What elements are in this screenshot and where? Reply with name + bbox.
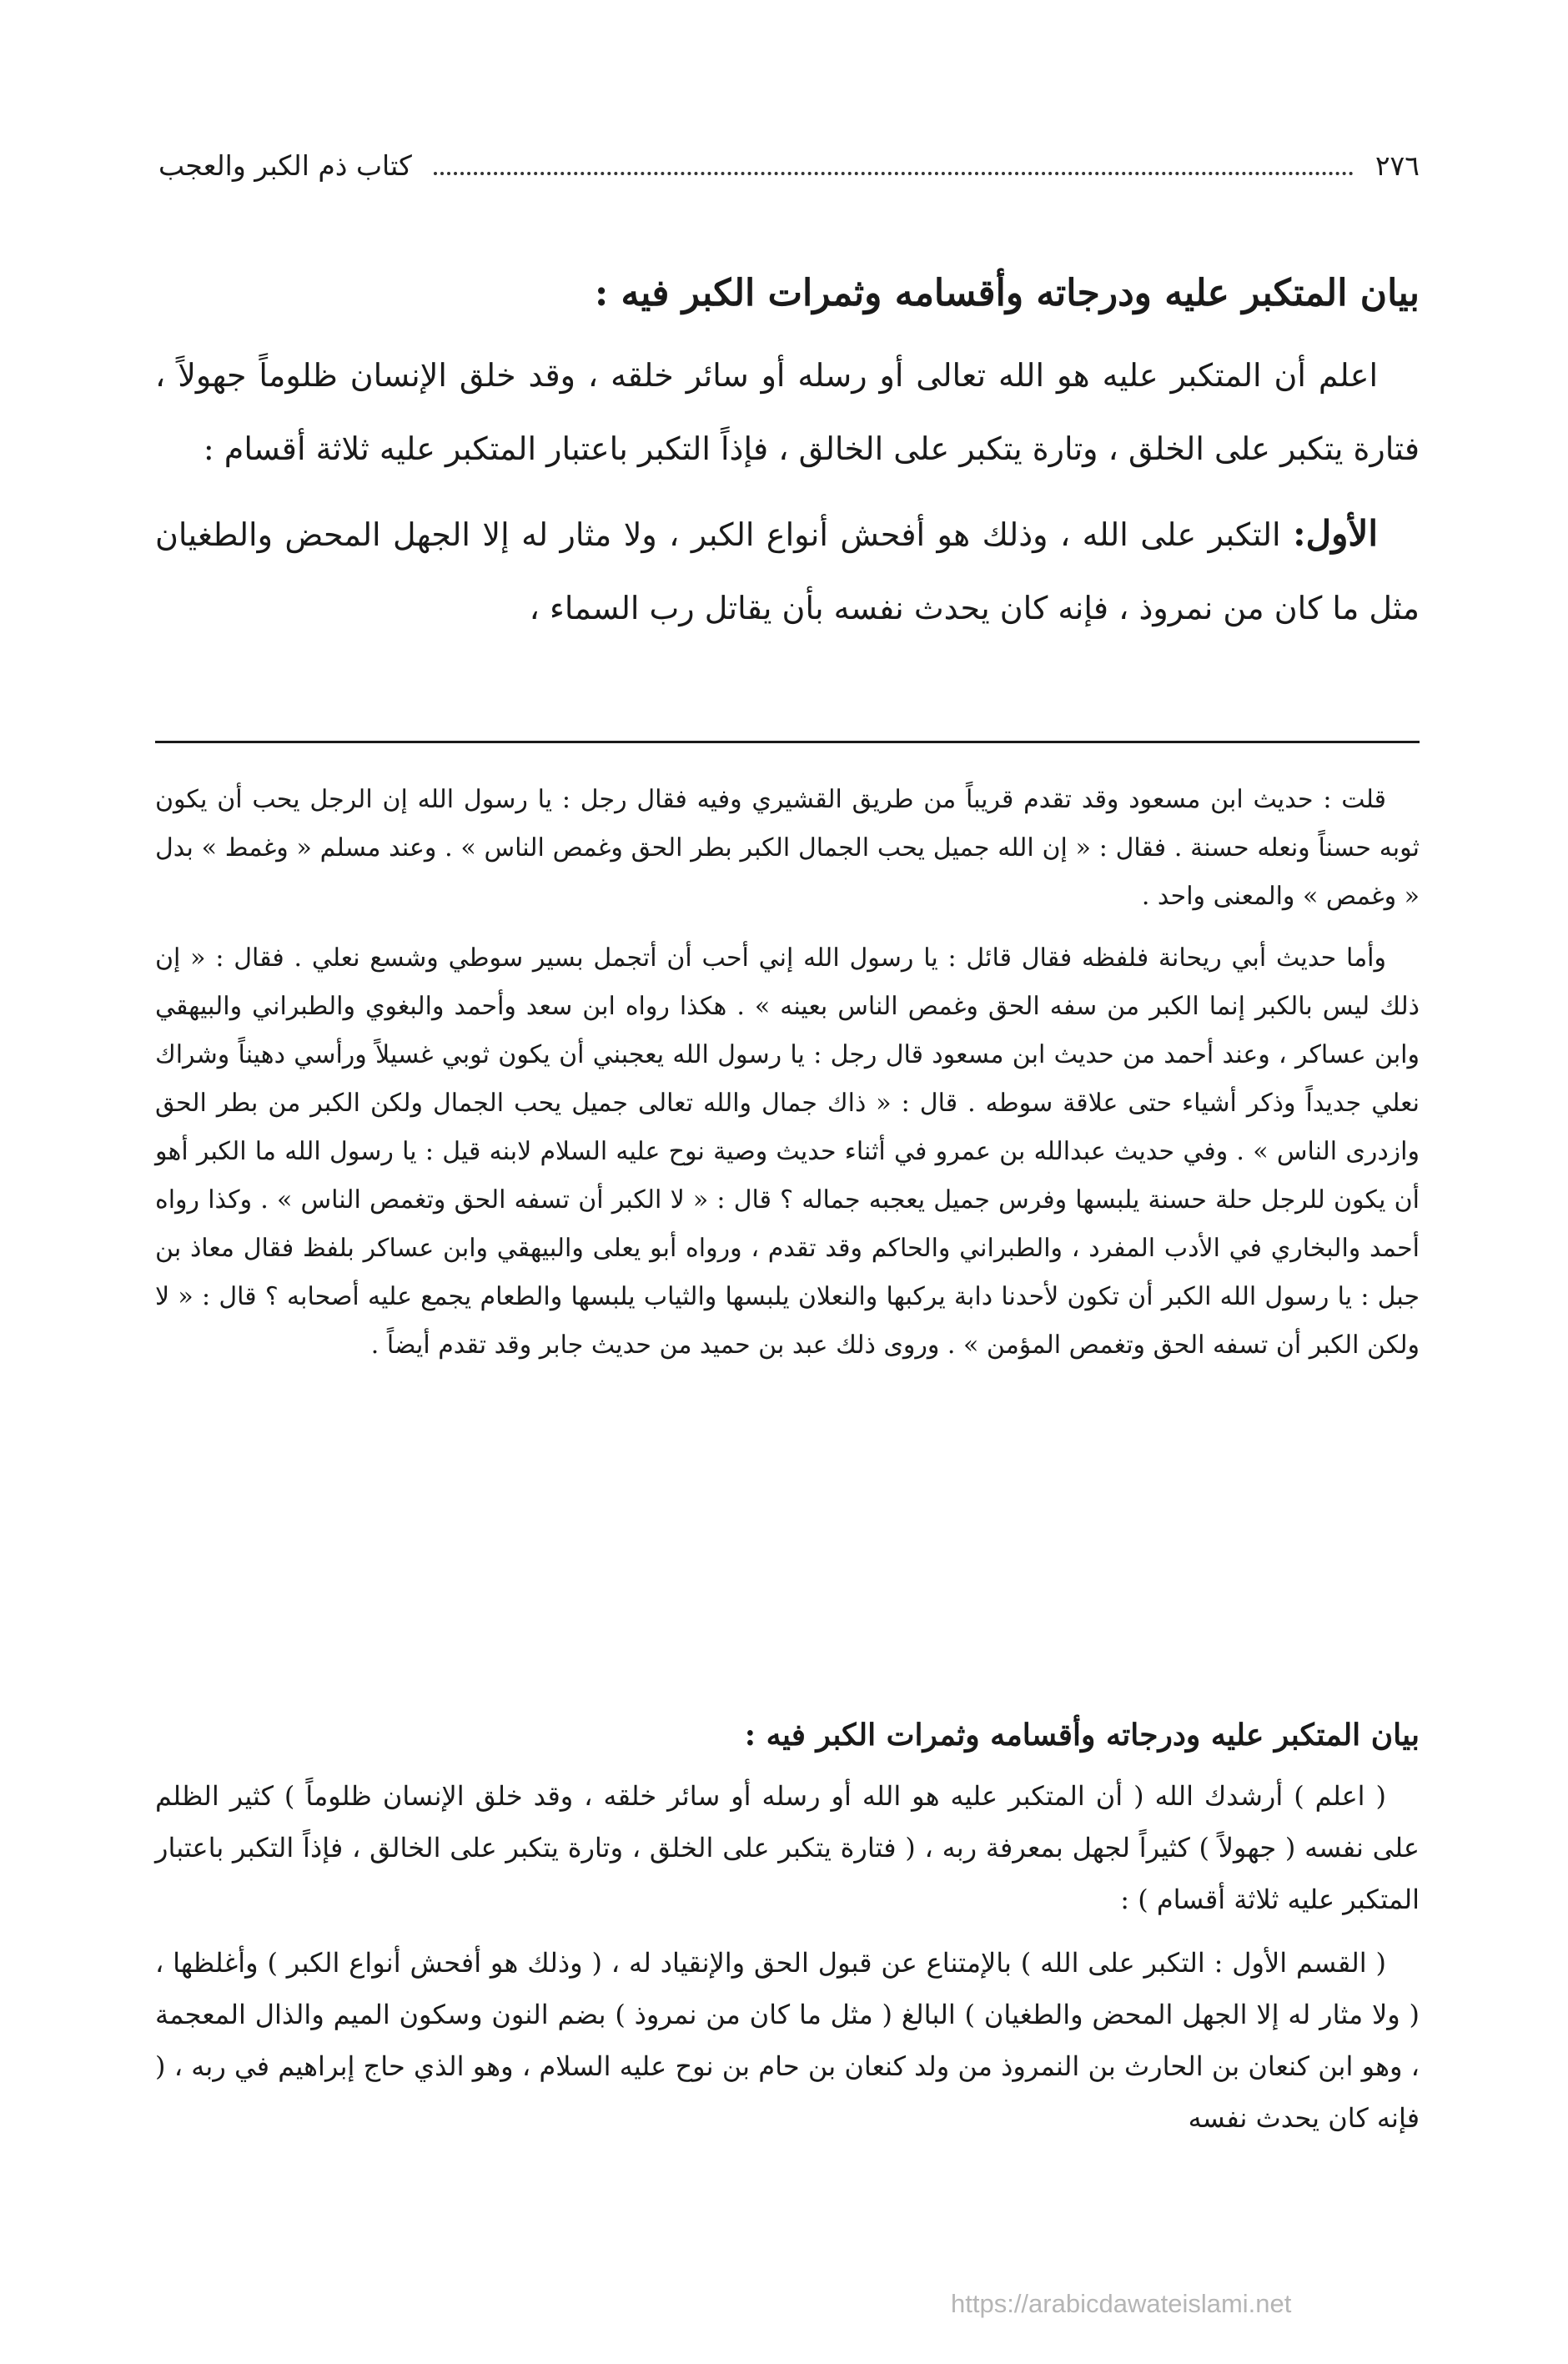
source-watermark: https://arabicdawateislami.net [951,2289,1292,2318]
main-paragraph: اعلم أن المتكبر عليه هو الله تعالى أو رسله أو سائر خلقه ، وقد خلق الإنسان ظلوماً جهولاً ، فتارة يتكبر على الخلق ، وتارة يتكبر على الخالق ، فإذاً التكبر باعتبار المتكبر عليه ثلاثة أقسام : [155,357,1420,467]
running-header [158,140,1420,190]
section-heading: بيان المتكبر عليه ودرجاته وأقسامه وثمرات الكبر فيه : [594,272,1420,314]
main-text [155,267,1420,645]
commentary [155,1710,1420,2144]
book-title: كتاب ذم الكبر والعجب [158,148,412,182]
footnote-separator [155,741,1420,743]
commentary-heading: بيان المتكبر عليه ودرجاته وأقسامه وثمرات الكبر فيه : [744,1718,1420,1753]
first-category-label: الأول: [1293,513,1378,554]
commentary-paragraph: ( اعلم ) أرشدك الله ( أن المتكبر عليه هو الله أو رسله أو سائر خلقه ، وقد خلق الإنسان ظلوماً ) كثير الظلم على نفسه ( جهولاً ) كثيراً لجهل بمعرفة ربه ، ( فتارة يتكبر على الخلق ، وتارة يتكبر على الخالق ، فإذاً التكبر باعتبار المتكبر عليه ثلاثة أقسام ) : [155,1780,1420,1915]
hadith-note: قلت : حديث ابن مسعود وقد تقدم قريباً من طريق القشيري وفيه فقال رجل : يا رسول الله إن الرجل يحب أن يكون ثوبه حسناً ونعله حسنة . فقال : « إن الله جميل يحب الجمال الكبر بطر الحق وغمص الناس » . وعند مسلم « وغمط » بدل « وغمص » والمعنى واحد . [155,785,1420,911]
hadith-notes [155,776,1420,1370]
first-category-text: التكبر على الله ، وذلك هو أفحش أنواع الكبر ، ولا مثار له إلا الجهل المحض والطغيان مثل ما كان من نمروذ ، فإنه كان يحدث نفسه بأن يقاتل رب السماء ، [155,516,1420,626]
main-paragraph-first-category [155,497,1420,645]
page-number: ٢٧٦ [1375,148,1420,182]
commentary-paragraph: ( القسم الأول : التكبر على الله ) بالإمتناع عن قبول الحق والإنقياد له ، ( وذلك هو أفحش أنواع الكبر ) وأغلظها ، ( ولا مثار له إلا الجهل المحض والطغيان ) البالغ ( مثل ما كان من نمروذ ) بضم النون وسكون الميم والذال المعجمة ، وهو ابن كنعان بن الحارث بن النمروذ من ولد كنعان بن حام بن نوح عليه السلام ، وهو الذي حاج إبراهيم في ربه ، ( فإنه كان يحدث نفسه [155,1947,1420,2134]
header-dot-leader [434,172,1354,175]
hadith-note: وأما حديث أبي ريحانة فلفظه فقال قائل : يا رسول الله إني أحب أن أتجمل بسير سوطي وشسع نعلي . فقال : « إن ذلك ليس بالكبر إنما الكبر من سفه الحق وغمص الناس بعينه » . هكذا رواه ابن سعد وأحمد والبغوي والطبراني والبيهقي وابن عساكر ، وعند أحمد من حديث ابن مسعود قال رجل : يا رسول الله يعجبني أن يكون ثوبي غسيلاً ورأسي دهيناً وشراك نعلي جديداً وذكر أشياء حتى علاقة سوطه . قال : « ذاك جمال والله تعالى جميل يحب الجمال ولكن الكبر من بطر الحق وازدرى الناس » . وفي حديث عبدالله بن عمرو في أثناء حديث وصية نوح عليه السلام لابنه قيل : يا رسول الله ما الكبر أهو أن يكون للرجل حلة حسنة يلبسها وفرس جميل يعجبه جماله ؟ قال : « لا الكبر أن تسفه الحق وتغمص الناس » . وكذا رواه أحمد والبخاري في الأدب المفرد ، والطبراني والحاكم وقد تقدم ، ورواه أبو يعلى والبيهقي وابن عساكر بلفظ فقال معاذ بن جبل : يا رسول الله الكبر أن تكون لأحدنا دابة يركبها والنعلان يلبسها والثياب يلبسها والطعام يجمع عليه أصحابه ؟ قال : « لا ولكن الكبر أن تسفه الحق وتغمص المؤمن » . وروى ذلك عبد بن حميد من حديث جابر وقد تقدم أيضاً . [155,943,1420,1360]
